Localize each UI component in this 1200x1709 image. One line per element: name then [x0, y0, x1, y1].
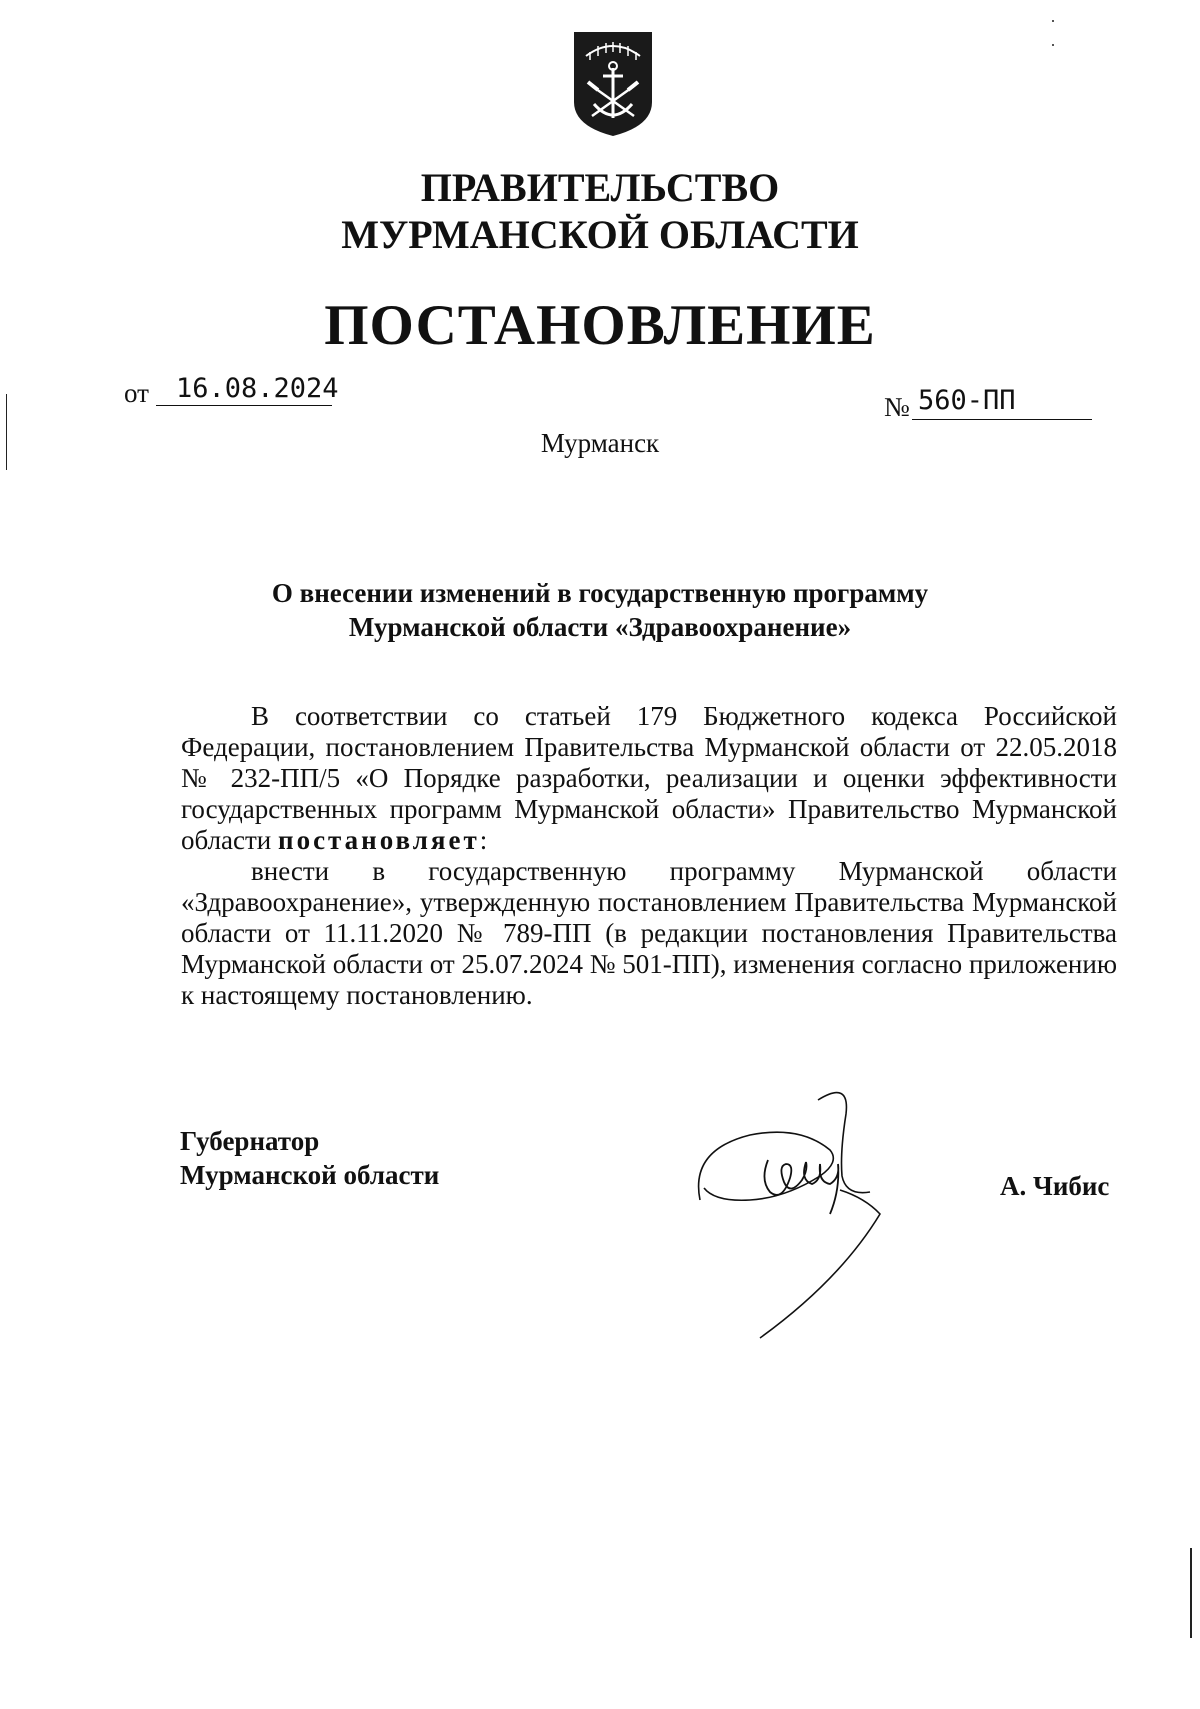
city: Мурманск	[540, 428, 660, 458]
document-date: 16.08.2024	[176, 373, 339, 404]
scan-dot	[1052, 44, 1054, 46]
document-number: 560-ПП	[918, 385, 1016, 416]
subject-line-1: О внесении изменений в государственную программу	[271, 578, 929, 608]
body-paragraph-1-end: :	[479, 825, 488, 855]
date-underline	[156, 405, 332, 406]
organization-title: ПРАВИТЕЛЬСТВО	[420, 165, 780, 210]
signatory-title: Губернатор	[180, 1126, 320, 1156]
body-paragraph-2: внести в государственную программу Мурманской области «Здравоохранение», утвержденную постановлением Правительства Мурманской области от 11.11.2020 № 789-ПП (в редакции постановления Правительства Мурманской области от 25.07.2024 № 501-ПП), изменения согласно приложению к настоящему постановлению.	[181, 856, 1117, 1010]
signatory-name: А. Чибис	[1000, 1171, 1110, 1201]
coat-of-arms-icon	[572, 30, 654, 138]
document-type: ПОСТАНОВЛЕНИЕ	[324, 294, 876, 357]
number-underline	[912, 419, 1092, 420]
organization-region: МУРМАНСКОЙ ОБЛАСТИ	[341, 212, 859, 257]
decree-keyword: постановляет	[278, 825, 480, 855]
scan-dot	[1052, 20, 1054, 22]
signatory-region: Мурманской области	[180, 1160, 440, 1190]
number-prefix: №	[884, 392, 910, 422]
body-paragraph-1-text: В соответствии со статьей 179 Бюджетного кодекса Российской Федерации, постановлением Правительства Мурманской области от 22.05.2018 № 232-ПП/5 «О Порядке разработки, реализации и оценки эффективности государственных программ Мурманской области» Правительство Мурманской области	[181, 701, 1117, 855]
subject-line-2: Мурманской области «Здравоохранение»	[348, 612, 852, 642]
body-paragraph-1	[181, 701, 1117, 856]
document-body	[181, 701, 1117, 1011]
scan-edge-mark	[6, 394, 7, 470]
date-prefix: от	[124, 378, 149, 408]
handwritten-signature	[690, 1080, 950, 1350]
scan-edge-mark	[1190, 1548, 1192, 1638]
